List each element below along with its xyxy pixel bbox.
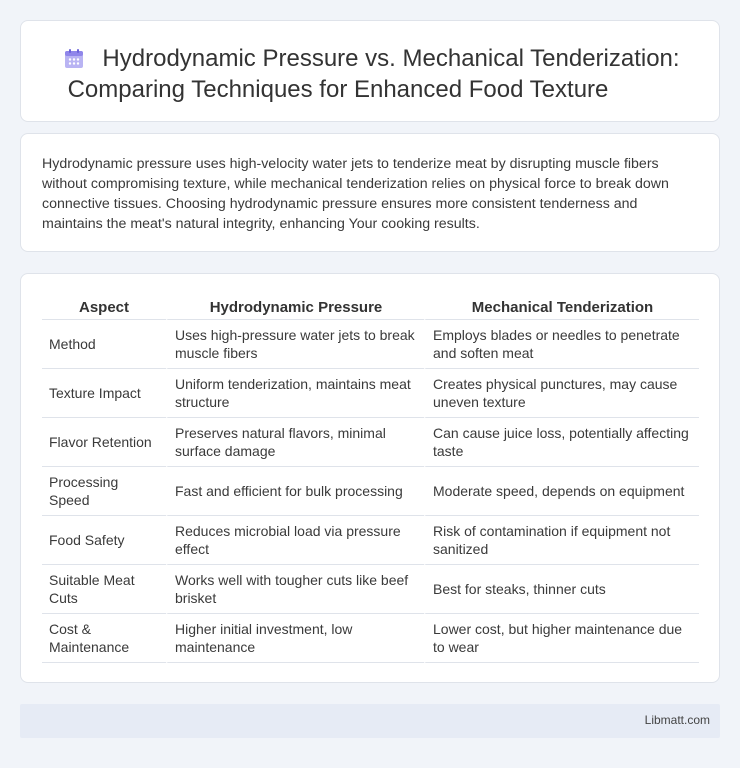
- table-row: [42, 516, 699, 565]
- cell-hydrodynamic: Uses high-pressure water jets to break muscle fibers: [166, 320, 424, 369]
- cell-mechanical: Best for steaks, thinner cuts: [424, 565, 699, 614]
- table-row: [42, 369, 699, 418]
- table-row: [42, 565, 699, 614]
- cell-hydrodynamic: Uniform tenderization, maintains meat structure: [166, 369, 424, 418]
- cell-mechanical: Risk of contamination if equipment not sanitized: [424, 516, 699, 565]
- table-row: [42, 467, 699, 516]
- footer-brand: Libmatt.com: [644, 713, 710, 727]
- cell-aspect: Flavor Retention: [42, 418, 166, 467]
- cell-aspect: Suitable Meat Cuts: [42, 565, 166, 614]
- cell-hydrodynamic: Fast and efficient for bulk processing: [166, 467, 424, 516]
- table-row: [42, 320, 699, 369]
- intro-card: [20, 133, 720, 252]
- header-hydrodynamic: Hydrodynamic Pressure: [166, 296, 424, 320]
- cell-hydrodynamic: Works well with tougher cuts like beef brisket: [166, 565, 424, 614]
- cell-aspect: Food Safety: [42, 516, 166, 565]
- cell-hydrodynamic: Reduces microbial load via pressure effect: [166, 516, 424, 565]
- cell-aspect: Texture Impact: [42, 369, 166, 418]
- footer-bar: [20, 704, 720, 738]
- page-title: [21, 43, 719, 105]
- title-line-1: Hydrodynamic Pressure vs. Mechanical Tenderization:: [102, 45, 680, 72]
- title-card: [20, 20, 720, 122]
- header-aspect: Aspect: [42, 296, 166, 320]
- title-line-2: Comparing Techniques for Enhanced Food Texture: [67, 76, 609, 103]
- cell-mechanical: Creates physical punctures, may cause uneven texture: [424, 369, 699, 418]
- cell-aspect: Method: [42, 320, 166, 369]
- table-header-row: [42, 296, 699, 320]
- header-mechanical: Mechanical Tenderization: [424, 296, 699, 320]
- cell-hydrodynamic: Preserves natural flavors, minimal surface damage: [166, 418, 424, 467]
- cell-aspect: Processing Speed: [42, 467, 166, 516]
- cell-mechanical: Can cause juice loss, potentially affecting taste: [424, 418, 699, 467]
- cell-aspect: Cost & Maintenance: [42, 614, 166, 663]
- intro-paragraph: Hydrodynamic pressure uses high-velocity water jets to tenderize meat by disrupting muscle fibers without compromising texture, while mechanical tenderization relies on physical force to break down connective tissues. Choosing hydrodynamic pressure ensures more consistent tenderness and maintains the meat's natural integrity, enhancing Your cooking results.: [42, 156, 669, 232]
- comparison-card: [20, 273, 720, 683]
- cell-mechanical: Lower cost, but higher maintenance due to wear: [424, 614, 699, 663]
- comparison-table: [42, 296, 699, 663]
- cell-mechanical: Moderate speed, depends on equipment: [424, 467, 699, 516]
- cell-hydrodynamic: Higher initial investment, low maintenance: [166, 614, 424, 663]
- cell-mechanical: Employs blades or needles to penetrate and soften meat: [424, 320, 699, 369]
- table-row: [42, 614, 699, 663]
- table-row: [42, 418, 699, 467]
